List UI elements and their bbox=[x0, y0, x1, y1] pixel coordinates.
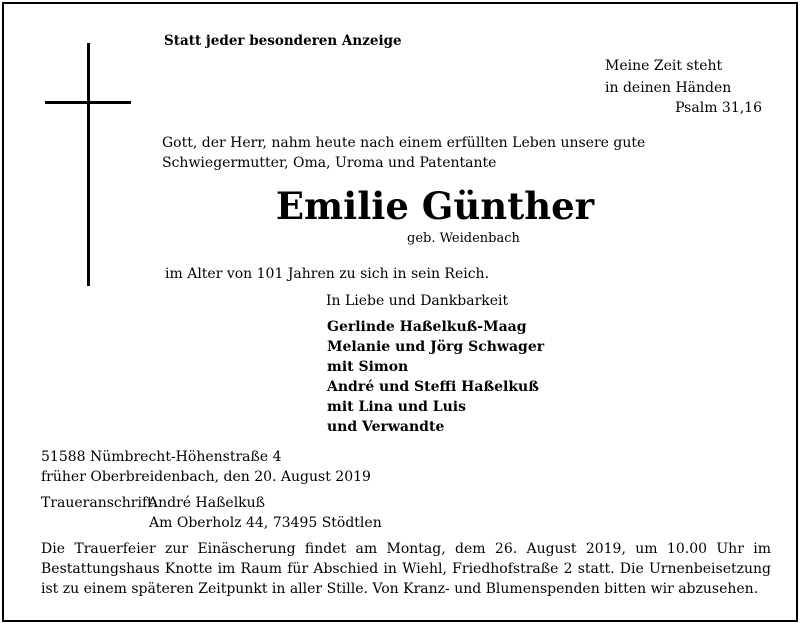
mourners-list bbox=[327, 317, 544, 437]
mourner: und Verwandte bbox=[327, 419, 445, 435]
psalm-line-1: Meine Zeit steht bbox=[605, 58, 723, 74]
mourner: Melanie und Jörg Schwager bbox=[327, 339, 545, 355]
address-line-2: früher Oberbreidenbach, den 20. August 2019 bbox=[41, 469, 371, 485]
age-line: im Alter von 101 Jahren zu sich in sein Reich. bbox=[165, 266, 490, 282]
love-line: In Liebe und Dankbarkeit bbox=[326, 293, 509, 309]
condolence-address-street: Am Oberholz 44, 73495 Stödtlen bbox=[149, 515, 382, 531]
header-note: Statt jeder besonderen Anzeige bbox=[164, 33, 402, 49]
condolence-address-name: André Haßelkuß bbox=[148, 495, 266, 511]
maiden-name: geb. Weidenbach bbox=[407, 231, 520, 246]
mourner: mit Lina und Luis bbox=[327, 399, 467, 415]
mourner: mit Simon bbox=[327, 359, 409, 375]
cross-horizontal-bar bbox=[45, 101, 131, 104]
psalm-reference: Psalm 31,16 bbox=[675, 100, 762, 116]
deceased-name: Emilie Günther bbox=[275, 184, 595, 228]
condolence-address-label: Traueranschrift: bbox=[41, 495, 158, 511]
psalm-line-2: in deinen Händen bbox=[605, 80, 732, 96]
mourner: André und Steffi Haßelkuß bbox=[327, 379, 539, 395]
ceremony-notice: Die Trauerfeier zur Einäscherung findet am Montag, dem 26. August 2019, um 10.00 Uhr im Bestattungshaus Knotte im Raum für Abschied in Wiehl, Friedhofstraße 2 statt. Die Urnenbeisetzung ist zu einem späteren Zeitpunkt in aller Stille. Von Kranz- und Blumenspenden bitten wir abzusehen. bbox=[41, 541, 771, 597]
intro-text: Gott, der Herr, nahm heute nach einem erfüllten Leben unsere gute Schwiegermutter, Oma, Uroma und Patentante bbox=[162, 135, 646, 171]
cross-vertical-bar bbox=[87, 43, 90, 286]
mourner: Gerlinde Haßelkuß-Maag bbox=[327, 319, 527, 335]
address-line-1: 51588 Nümbrecht-Höhenstraße 4 bbox=[41, 449, 282, 465]
obituary-notice bbox=[2, 2, 798, 622]
